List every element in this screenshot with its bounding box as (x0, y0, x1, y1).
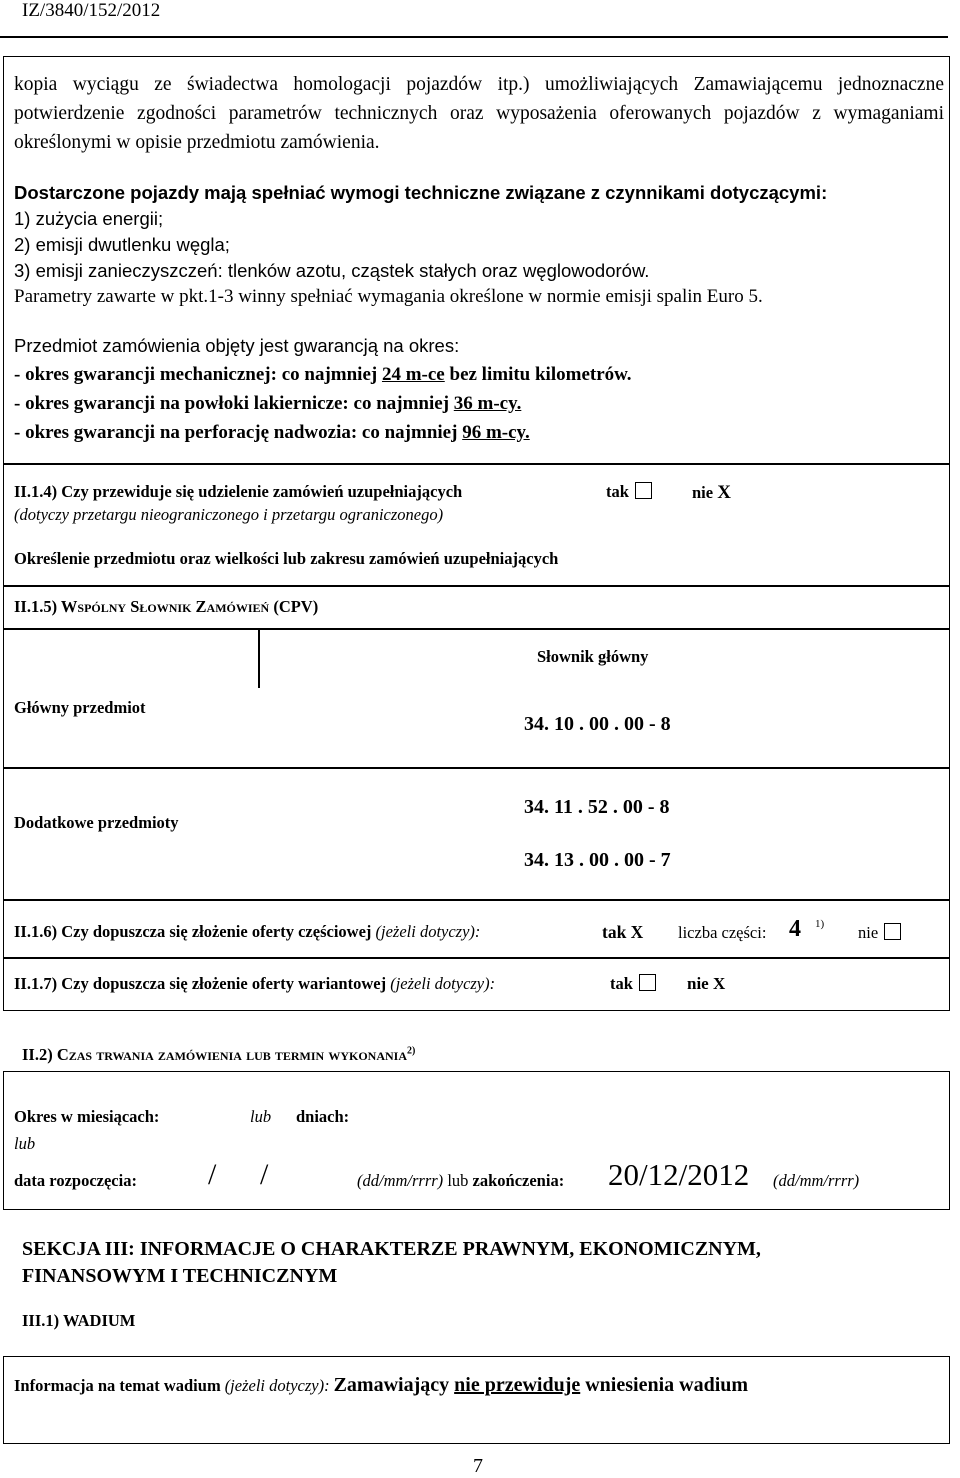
cpv-main-code: 34. 10 . 00 . 00 - 8 (524, 713, 671, 735)
q12-or: lub (250, 1107, 272, 1126)
q12-format: (dd/mm/rrrr) (357, 1171, 444, 1190)
q114-note: (dotyczy przetargu nieograniczonego i przetargu ograniczonego) (14, 505, 444, 524)
q12-end-label: zakończenia: (472, 1171, 565, 1190)
q114-desc: Określenie przedmiotu oraz wielkości lub zakresu zamówień uzupełniających (14, 549, 559, 568)
requirement-item: 2) emisji dwutlenku węgla; (14, 234, 230, 255)
q116-label: II.1.6) Czy dopuszcza się złożenie oferty częściowej (14, 922, 372, 941)
cpv-extra-label: Dodatkowe przedmioty (14, 813, 179, 832)
q116-parts-label: liczba części: (678, 923, 767, 942)
q12-or: lub (14, 1134, 36, 1153)
warranty-block (14, 331, 944, 447)
q12-days-label: dniach: (296, 1107, 350, 1126)
q116-parts-note: 1) (815, 918, 825, 930)
wadium-heading: III.1) WADIUM (22, 1311, 136, 1330)
warranty-line: - okres gwarancji na perforację nadwozia: co najmniej 96 m-cy. (14, 422, 530, 443)
requirements-note: Parametry zawarte w pkt.1-3 winny spełniać wymagania określone w normie emisji spalin Euro 5. (14, 286, 763, 307)
q114-yes-checkbox[interactable] (635, 482, 652, 499)
q12-heading-note: 2) (407, 1045, 416, 1057)
q117-label: II.1.7) Czy dopuszcza się złożenie oferty wariantowej (14, 974, 387, 993)
q12-heading: II.2) Czas trwania zamówienia lub termin wykonania$^{2)}$ (22, 1045, 416, 1064)
requirements-block (14, 180, 944, 310)
doc-id: IZ/3840/152/2012 (22, 0, 161, 21)
wadium-box (3, 1356, 950, 1444)
cpv-col-divider (258, 629, 260, 688)
q12-end-date: 20/12/2012 (608, 1157, 750, 1192)
q114-no: nie X (692, 482, 731, 503)
section3-heading: SEKCJA III: INFORMACJE O CHARAKTERZE PRAWNYM, EKONOMICZNYM, FINANSOWYM I TECHNICZNYM (22, 1238, 761, 1287)
warranty-line: - okres gwarancji mechanicznej: co najmniej 24 m-ce bez limitu kilometrów. (14, 364, 632, 385)
q116-no-checkbox[interactable] (884, 923, 901, 940)
q116-yes: tak X (602, 922, 644, 942)
cpv-heading: II.1.5) Wspólny Słownik Zamówień (CPV) (14, 597, 319, 616)
q117-yes: tak (610, 974, 662, 994)
cpv-col-header: Słownik główny (537, 647, 649, 666)
q12-or: lub (447, 1171, 469, 1190)
q12-date-slash: / (260, 1158, 269, 1191)
q117-row (14, 974, 495, 994)
q114-no-mark: X (717, 482, 731, 503)
header-rule (0, 36, 948, 38)
q12-end-row (357, 1171, 564, 1191)
warranty-line: - okres gwarancji na powłoki lakiernicze: co najmniej 36 m-cy. (14, 393, 522, 414)
warranty-intro: Przedmiot zamówienia objęty jest gwarancją na okres: (14, 335, 460, 356)
cpv-row-divider (3, 767, 950, 769)
cpv-main-label: Główny przedmiot (14, 698, 146, 717)
intro-paragraph: kopia wyciągu ze świadectwa homologacji pojazdów itp.) umożliwiających Zamawiającemu jednoznaczne potwierdzenie zgodności parametrów technicznych oraz wyposażenia oferowanych pojazdów z wymaganiami określonymi w opisie przedmiotu zamówienia. (14, 74, 944, 153)
cpv-extra-code: 34. 11 . 52 . 00 - 8 (524, 796, 670, 818)
q117-hint: (jeżeli dotyczy): (390, 974, 496, 993)
cpv-table (3, 629, 950, 900)
wadium-info-label: Informacja na temat wadium (14, 1376, 221, 1395)
q12-format: (dd/mm/rrrr) (773, 1171, 860, 1190)
q116-row (14, 922, 480, 942)
requirements-heading: Dostarczone pojazdy mają spełniać wymogi techniczne związane z czynnikami dotyczącymi: (14, 182, 828, 203)
q12-date-slash: / (208, 1158, 217, 1191)
q12-start-label: data rozpoczęcia: (14, 1171, 137, 1190)
requirement-item: 3) emisji zanieczyszczeń: tlenków azotu, cząstek stałych oraz węglowodorów. (14, 260, 650, 281)
q114-yes: tak (606, 482, 658, 502)
wadium-info-hint: (jeżeli dotyczy): (224, 1376, 330, 1395)
q114-label: II.1.4) Czy przewiduje się udzielenie zamówień uzupełniających (14, 482, 463, 501)
q117-no: nie X (687, 974, 726, 993)
wadium-row (14, 1374, 748, 1397)
requirement-item: 1) zużycia energii; (14, 208, 164, 229)
page-number: 7 (473, 1455, 483, 1477)
q116-no: nie (858, 923, 907, 943)
q117-yes-checkbox[interactable] (639, 974, 656, 991)
q116-parts: 4 (789, 916, 801, 942)
cpv-extra-code: 34. 13 . 00 . 00 - 7 (524, 849, 671, 871)
wadium-answer: Zamawiający nie przewiduje wniesienia wadium (333, 1374, 749, 1396)
q12-months-label: Okres w miesiącach: (14, 1107, 160, 1126)
q116-hint: (jeżeli dotyczy): (375, 922, 481, 941)
